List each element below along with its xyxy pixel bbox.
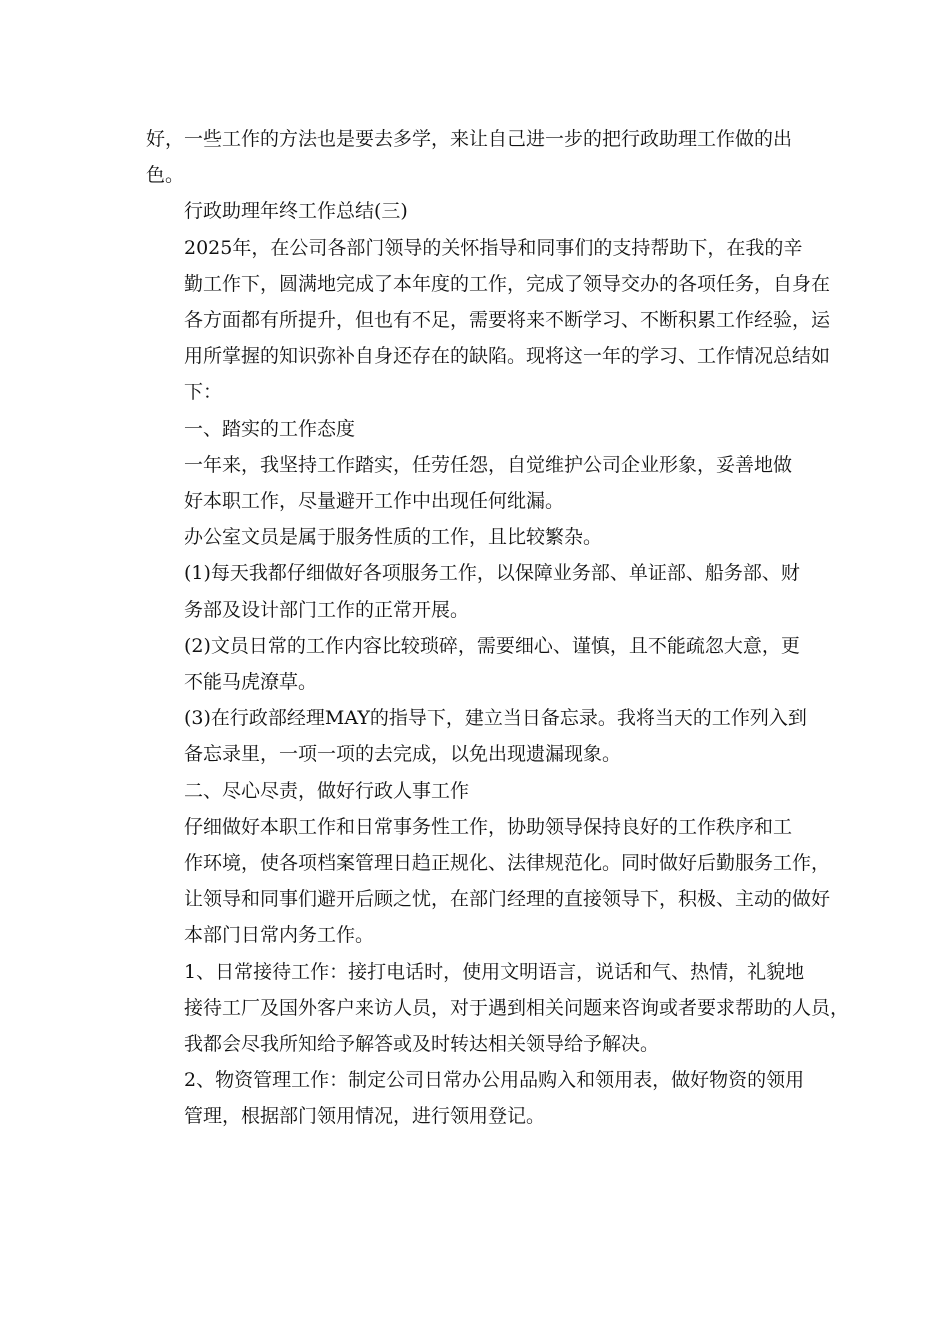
text-line: 用所掌握的知识弥补自身还存在的缺陷。现将这一年的学习、工作情况总结如 [184,345,831,368]
document-page [146,121,850,1135]
paragraph [146,773,808,809]
text-line: 仔细做好本职工作和日常事务性工作，协助领导保持良好的工作秩序和工 [184,815,793,838]
text-line: 色。 [146,164,185,187]
text-line: 办公室文员是属于服务性质的工作，且比较繁杂。 [184,526,603,549]
text-line: 作环境，使各项档案管理日趋正规化、法律规范化。同时做好后勤服务工作， [184,852,831,875]
text-line: 勤工作下，圆满地完成了本年度的工作，完成了领导交办的各项任务，自身在 [184,272,831,295]
text-line: 一年来，我坚持工作踏实，任劳任怨，自觉维护公司企业形象，妥善地做 [184,453,793,476]
paragraph [146,447,808,519]
text-line: 2025年，在公司各部门领导的关怀指导和同事们的支持帮助下，在我的辛 [184,236,803,259]
text-line: 好，一些工作的方法也是要去多学，来让自己进一步的把行政助理工作做的出 [146,128,793,150]
text-line: 本部门日常内务工作。 [184,924,375,947]
paragraph [146,628,808,700]
text-line: 务部及设计部门工作的正常开展。 [184,598,470,621]
paragraph [146,121,808,193]
text-line: 1、日常接待工作：接打电话时，使用文明语言，说话和气、热情，礼貌地 [184,960,805,983]
text-line: 下： [184,381,223,404]
text-line: 二、尽心尽责，做好行政人事工作 [184,779,470,802]
text-line: 好本职工作，尽量避开工作中出现任何纰漏。 [184,490,565,513]
paragraph [146,519,808,555]
paragraph [146,1062,808,1134]
text-line: 接待工厂及国外客户来访人员，对于遇到相关问题来咨询或者要求帮助的人员， [184,996,850,1019]
text-line: 行政助理年终工作总结(三) [184,200,408,223]
paragraph [146,954,850,1063]
paragraph [146,809,831,954]
paragraph [146,555,808,627]
text-line: 管理，根据部门领用情况，进行领用登记。 [184,1105,546,1128]
text-line: 2、物资管理工作：制定公司日常办公用品购入和领用表，做好物资的领用 [184,1069,805,1092]
text-line: 备忘录里，一项一项的去完成，以免出现遗漏现象。 [184,743,622,766]
paragraph [146,411,808,447]
text-line: 各方面都有所提升，但也有不足，需要将来不断学习、不断积累工作经验，运 [184,309,831,332]
text-line: 我都会尽我所知给予解答或及时转达相关领导给予解决。 [184,1033,660,1056]
paragraph [146,193,808,229]
text-line: 一、踏实的工作态度 [184,417,356,440]
text-line: (3)在行政部经理MAY的指导下，建立当日备忘录。我将当天的工作列入到 [184,707,807,730]
paragraph [146,230,831,411]
text-line: (1)每天我都仔细做好各项服务工作，以保障业务部、单证部、船务部、财 [184,562,800,585]
text-line: 不能马虎潦草。 [184,671,318,694]
text-line: 让领导和同事们避开后顾之忧，在部门经理的直接领导下，积极、主动的做好 [184,888,831,911]
paragraph [146,700,808,772]
text-line: (2)文员日常的工作内容比较琐碎，需要细心、谨慎，且不能疏忽大意，更 [184,634,800,657]
